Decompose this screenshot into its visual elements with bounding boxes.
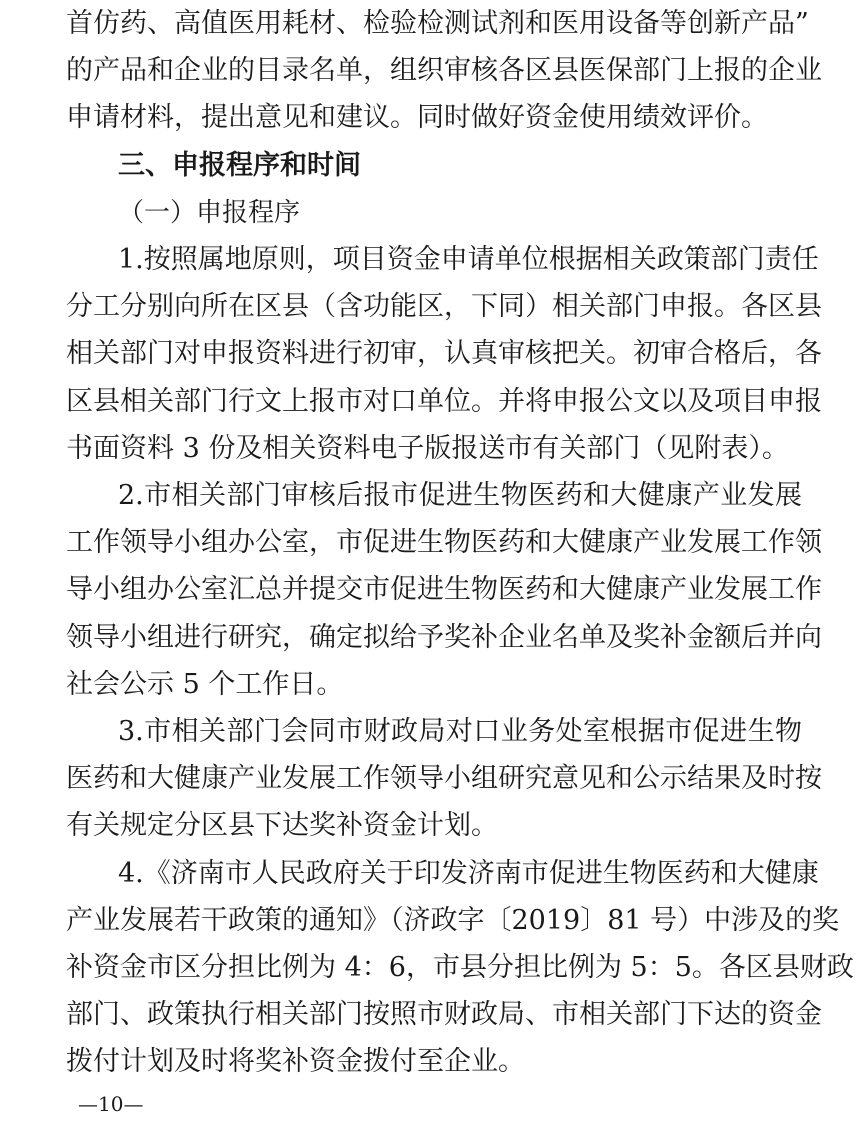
text-line: 补资金市区分担比例为 4：6，市县分担比例为 5：5。各区县财政 (66, 952, 854, 983)
text-line: 2.市相关部门审核后报市促进生物医药和大健康产业发展 (118, 480, 802, 511)
text-line: 1.按照属地原则，项目资金申请单位根据相关政策部门责任 (118, 244, 819, 275)
text-line: 工作领导小组办公室，市促进生物医药和大健康产业发展工作领 (66, 527, 822, 559)
text-line: 书面资料 3 份及相关资料电子版报送市有关部门（见附表）。 (66, 432, 789, 464)
text-line: 社会公示 5 个工作日。 (66, 668, 344, 700)
text-line: 相关部门对申报资料进行初审，认真审核把关。初审合格后，各 (66, 338, 822, 370)
subsection-heading: （一）申报程序 (118, 197, 301, 228)
text-line: 的产品和企业的目录名单，组织审核各区县医保部门上报的企业 (66, 55, 822, 87)
section-heading: 三、申报程序和时间 (118, 149, 361, 181)
text-line: 拨付计划及时将奖补资金拨付至企业。 (66, 1046, 525, 1078)
text-line: 分工分别向所在区县（含功能区，下同）相关部门申报。各区县 (66, 291, 822, 323)
text-line: 3.市相关部门会同市财政局对口业务处室根据市促进生物 (118, 716, 802, 747)
text-line: 有关规定分区县下达奖补资金计划。 (66, 810, 498, 842)
text-line: 部门、政策执行相关部门按照市财政局、市相关部门下达的资金 (66, 999, 822, 1031)
text-line: 医药和大健康产业发展工作领导小组研究意见和公示结果及时按 (66, 763, 822, 795)
text-line: 领导小组进行研究，确定拟给予奖补企业名单及奖补金额后并向 (66, 621, 822, 653)
text-line: 申请材料，提出意见和建议。同时做好资金使用绩效评价。 (66, 102, 768, 134)
text-line: 4.《济南市人民政府关于印发济南市促进生物医药和大健康 (118, 857, 819, 889)
text-line: 首仿药、高值医用耗材、检验检测试剂和医用设备等创新产品” (66, 8, 809, 39)
text-line: 区县相关部门行文上报市对口单位。并将申报公文以及项目申报 (66, 385, 822, 417)
page-number: —10— (78, 1092, 144, 1116)
text-line: 导小组办公室汇总并提交市促进生物医药和大健康产业发展工作 (66, 574, 822, 606)
text-line: 产业发展若干政策的通知》（济政字〔2019〕81 号）中涉及的奖 (66, 904, 840, 936)
